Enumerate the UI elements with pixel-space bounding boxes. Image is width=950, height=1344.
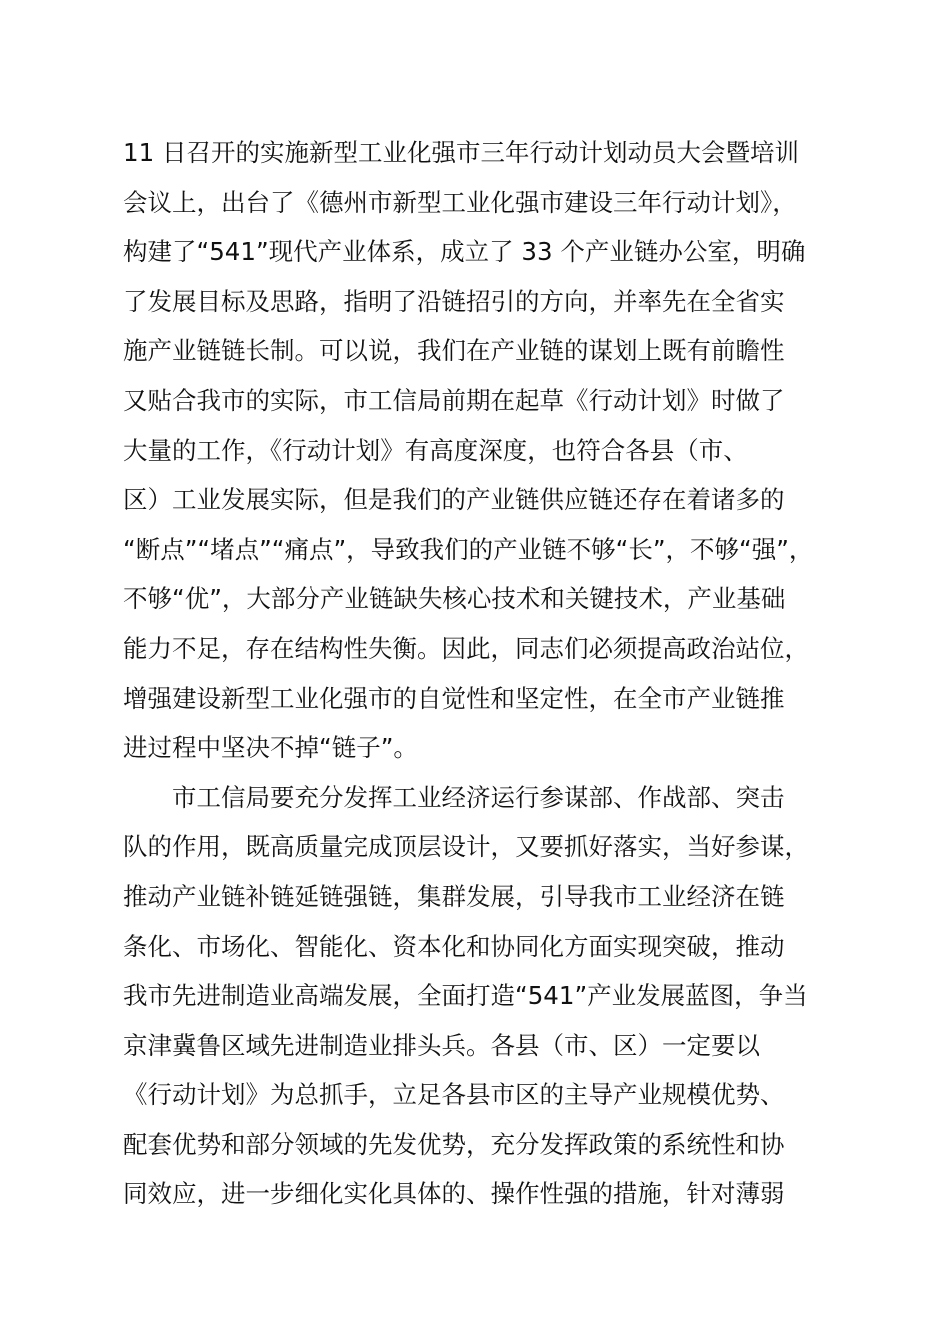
text-line: 推动产业链补链延链强链，集群发展，引导我市工业经济在链 <box>123 881 785 911</box>
text-line: “断点”“堵点”“痛点”，导致我们的产业链不够“长”，不够“强”， <box>123 534 814 564</box>
text-line: 不够“优”，大部分产业链缺失核心技术和关键技术，产业基础 <box>123 584 786 614</box>
text-line: 进过程中坚决不掉“链子”。 <box>123 733 418 763</box>
text-line: 又贴合我市的实际，市工信局前期在起草《行动计划》时做了 <box>123 385 785 415</box>
text-line: 我市先进制造业高端发展，全面打造“541”产业发展蓝图，争当 <box>123 981 808 1011</box>
text-line: 市工信局要充分发挥工业经济运行参谋部、作战部、突击 <box>172 782 785 812</box>
text-line: 能力不足，存在结构性失衡。因此，同志们必须提高政治站位， <box>123 633 809 663</box>
text-line: 区）工业发展实际，但是我们的产业链供应链还存在着诸多的 <box>123 485 785 515</box>
text-line: 条化、市场化、智能化、资本化和协同化方面实现突破，推动 <box>123 931 785 961</box>
text-line: 11 日召开的实施新型工业化强市三年行动计划动员大会暨培训 <box>123 138 799 167</box>
text-line: 了发展目标及思路，指明了沿链招引的方向，并率先在全省实 <box>123 286 785 316</box>
text-line: 构建了“541”现代产业体系，成立了 33 个产业链办公室，明确 <box>123 237 806 267</box>
text-line: 队的作用，既高质量完成顶层设计，又要抓好落实，当好参谋， <box>123 832 809 862</box>
text-line: 施产业链链长制。可以说，我们在产业链的谋划上既有前瞻性 <box>123 336 785 366</box>
text-line: 《行动计划》为总抓手，立足各县市区的主导产业规模优势、 <box>123 1080 785 1110</box>
text-line: 会议上，出台了《德州市新型工业化强市建设三年行动计划》， <box>123 187 797 217</box>
text-line: 京津冀鲁区域先进制造业排头兵。各县（市、区）一定要以 <box>123 1030 760 1060</box>
text-line: 增强建设新型工业化强市的自觉性和坚定性，在全市产业链推 <box>123 683 785 713</box>
text-line: 大量的工作，《行动计划》有高度深度，也符合各县（市、 <box>123 435 748 465</box>
body-text <box>123 128 863 1219</box>
text-line: 同效应，进一步细化实化具体的、操作性强的措施，针对薄弱 <box>123 1179 785 1209</box>
text-line: 配套优势和部分领域的先发优势，充分发挥政策的系统性和协 <box>123 1129 785 1159</box>
